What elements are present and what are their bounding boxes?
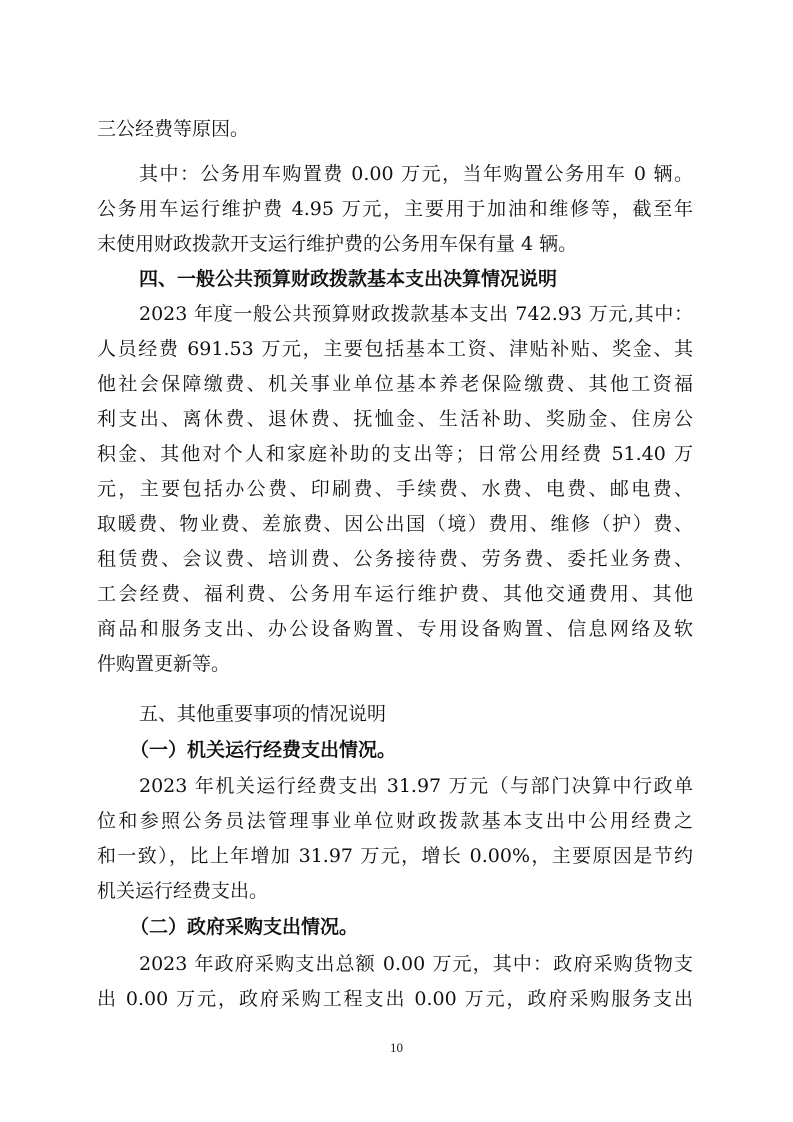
body-line: 件购置更新等。: [97, 653, 231, 675]
section-heading-five: 五、其他重要事项的情况说明: [139, 703, 387, 725]
body-line: 2023 年政府采购支出总额 0.00 万元，其中：政府采购货物支: [139, 953, 693, 975]
body-line: 租赁费、会议费、培训费、公务接待费、劳务费、委托业务费、: [97, 548, 693, 570]
sub-heading-one: （一）机关运行经费支出情况。: [130, 739, 397, 761]
body-line: 他社会保障缴费、机关事业单位基本养老保险缴费、其他工资福: [97, 373, 693, 395]
body-line: 利支出、离休费、退休费、抚恤金、生活补助、奖励金、住房公: [97, 408, 693, 430]
body-line: 人员经费 691.53 万元，主要包括基本工资、津贴补贴、奖金、其: [97, 338, 693, 360]
body-line: 2023 年机关运行经费支出 31.97 万元（与部门决算中行政单: [139, 775, 693, 797]
sub-heading-two: （二）政府采购支出情况。: [130, 916, 359, 938]
body-line: 和一致），比上年增加 31.97 万元，增长 0.00%，主要原因是节约: [97, 845, 693, 867]
body-line: 工会经费、福利费、公务用车运行维护费、其他交通费用、其他: [97, 583, 693, 605]
body-line: 机关运行经费支出。: [97, 880, 269, 902]
body-line: 其中：公务用车购置费 0.00 万元，当年购置公务用车 0 辆。: [139, 163, 693, 185]
body-line: 元，主要包括办公费、印刷费、手续费、水费、电费、邮电费、: [97, 478, 693, 500]
body-line: 位和参照公务员法管理事业单位财政拨款基本支出中公用经费之: [97, 810, 693, 832]
body-line: 出 0.00 万元，政府采购工程支出 0.00 万元，政府采购服务支出: [97, 988, 693, 1010]
page-number: 10: [390, 1040, 403, 1055]
body-line: 取暖费、物业费、差旅费、因公出国（境）费用、维修（护）费、: [97, 513, 693, 535]
body-line: 2023 年度一般公共预算财政拨款基本支出 742.93 万元,其中：: [139, 303, 693, 325]
body-line: 积金、其他对个人和家庭补助的支出等；日常公用经费 51.40 万: [97, 443, 693, 465]
body-line: 公务用车运行维护费 4.95 万元，主要用于加油和维修等，截至年: [97, 198, 693, 220]
body-line: 商品和服务支出、办公设备购置、专用设备购置、信息网络及软: [97, 618, 693, 640]
body-line: 三公经费等原因。: [97, 118, 250, 140]
section-heading-four: 四、一般公共预算财政拨款基本支出决算情况说明: [139, 268, 558, 290]
body-line: 末使用财政拨款开支运行维护费的公务用车保有量 4 辆。: [97, 233, 578, 255]
